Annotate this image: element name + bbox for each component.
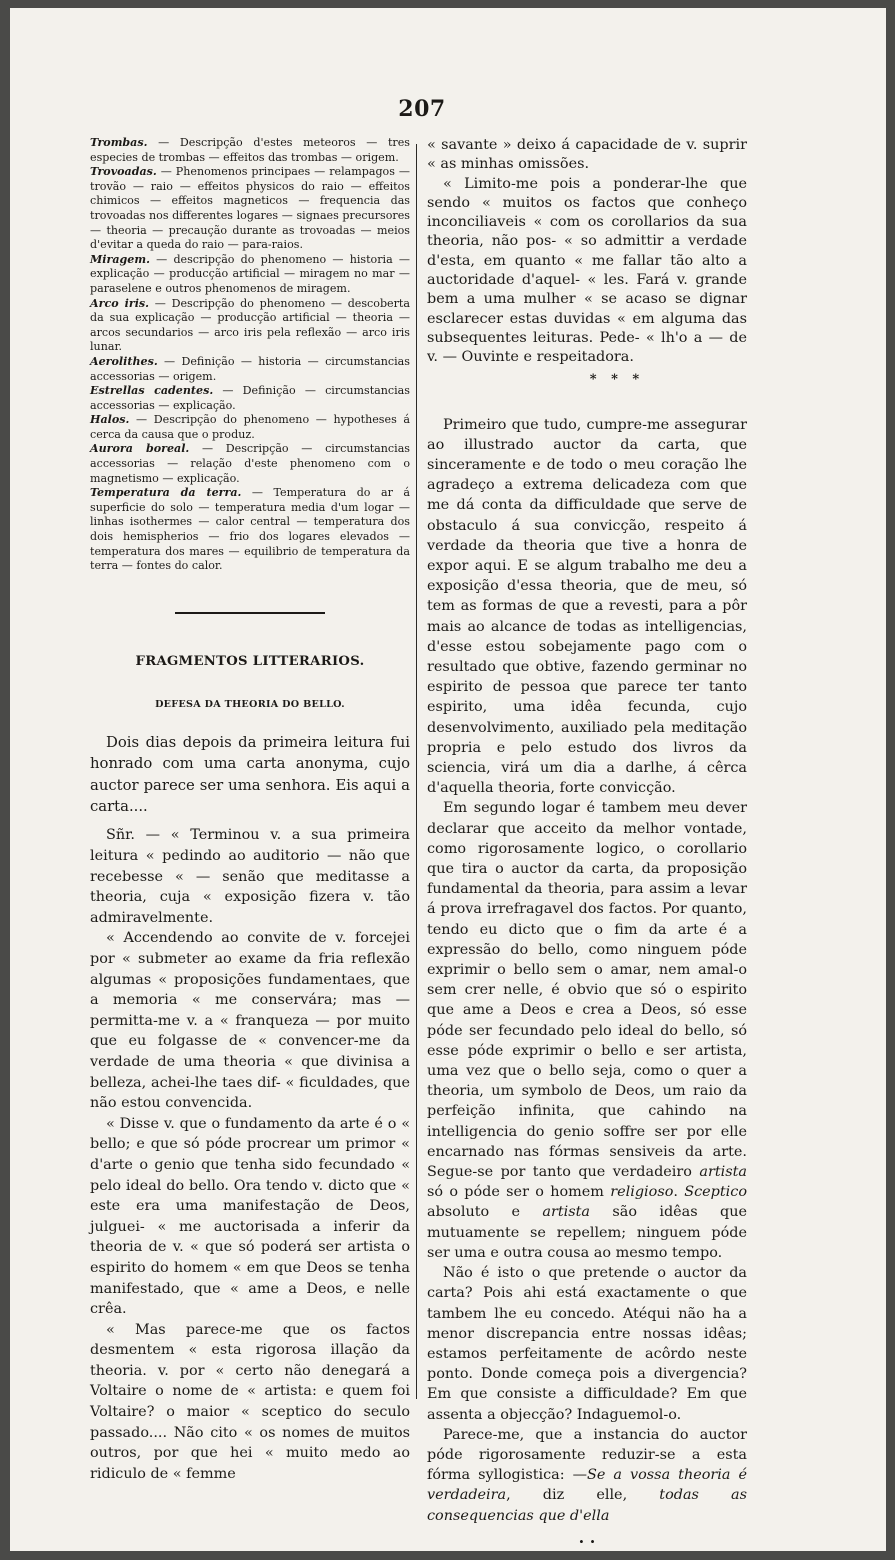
body-paragraph	[427, 1425, 747, 1526]
summary-text: — Descripção do phenomeno — hypotheses á cerca da causa que o produz.	[90, 413, 410, 441]
summary-term: Trovoadas.	[90, 165, 157, 179]
summary-entry	[90, 442, 410, 486]
section-title: FRAGMENTOS LITTERARIOS.	[135, 653, 365, 669]
body-paragraph	[427, 798, 747, 1263]
summary-term: Miragem.	[90, 252, 150, 266]
letter-paragraph: Sñr. — « Terminou v. a sua primeira leitura « pedindo ao auditorio — não que recebesse « — senão que meditasse a theoria, cuja « exposição fizera v. tão admiravelmente.	[90, 827, 410, 926]
letter-continuation	[427, 136, 747, 368]
paragraph-text: Parece-me, que a instancia do auctor póde rigorosamente reduzir-se a esta fórma syllogistica: —	[427, 1426, 747, 1484]
paragraph-text: Em segundo logar é tambem meu dever declarar que acceito da melhor vontade, como rigorosamente logico, o corollario que tira o auctor da carta, da proposição fundamental da theoria, para assim a levar á prova irrefragavel dos factos. Por quanto, tendo eu dicto que o fim da arte é a expressão do bello, como ninguem póde exprimir o bello sem o amar, nem amal-o sem crer nelle, é obvio que só o espirito que ame a Deos e crea a Deos, só esse póde ser fecundado pelo ideal do bello, só esse póde exprimir o bello e ser artista, uma vez que o bello seja, como o quer a theoria, um symbolo de Deos, um raio da perfeição infinita, que cahindo na intelligencia do genio soffre ser por elle encarnado nas fórmas sensiveis da arte. Segue-se por tanto que verdadeiro	[427, 800, 747, 1181]
section-rule	[175, 612, 325, 614]
summary-entry	[90, 355, 410, 384]
paragraph-text: absoluto e	[427, 1204, 543, 1221]
summary-text: — Definição — historia — circumstancias accessorias — origem.	[90, 354, 410, 383]
summary-term: Aurora boreal.	[90, 442, 190, 456]
paragraph-text: , diz elle,	[506, 1487, 660, 1504]
summary-term: Trombas.	[90, 136, 148, 149]
summary-entry	[90, 486, 410, 574]
italic-word: artista	[542, 1204, 590, 1221]
italic-word: religioso	[610, 1184, 674, 1201]
body-paragraph: Não é isto o que pretende o auctor da carta? Pois ahi está exactamente o que tambem lhe eu concedo. Atéqui não ha a menor discrepancia entre nossas idêas; estamos perfeitamente de acôrdo neste ponto. Donde começa pois a divergencia? Em que consiste a difficuldade? Em que assenta a objecção? Indaguemol-o.	[427, 1265, 747, 1423]
summary-entry	[90, 253, 410, 297]
page-number: 207	[398, 96, 446, 122]
letter-paragraph: « savante » deixo á capacidade de v. suprir « as minhas omissões.	[427, 137, 747, 173]
page-footer-mark: . .	[578, 1527, 596, 1547]
column-divider	[416, 144, 417, 1399]
summary-entry	[90, 165, 410, 253]
summary-term: Temperatura da terra.	[90, 486, 242, 500]
summary-text: — Definição — circumstancias accessorias — explicação.	[90, 384, 410, 412]
summary-term: Halos.	[90, 413, 130, 427]
summary-text: — Descripção do phenomeno — descoberta da sua explicação — producção artificial — theoria — arcos secundarios — arco iris pela reflexão — arco iris lunar.	[90, 296, 410, 354]
left-column	[90, 136, 410, 1484]
right-column	[427, 136, 747, 1547]
summary-entry	[90, 384, 410, 413]
summary-text: — Phenomenos principaes — relampagos — trovão — raio — effeitos physicos do raio — effeitos chimicos — effeitos magneticos — frequencia das trovoadas nos differentes logares — signaes precursores — theoria — precaução durante as trovoadas — meios d'evitar a queda do raio — para-raios.	[90, 165, 410, 252]
summary-entry	[90, 413, 410, 442]
intro-paragraph: Dois dias depois da primeira leitura fui honrado com uma carta anonyma, cujo auctor parece ser uma senhora. Eis aqui a carta....	[90, 733, 410, 816]
letter-text	[90, 825, 410, 1484]
paragraph-text: .	[673, 1184, 685, 1201]
summary-term: Aerolithes.	[90, 354, 158, 368]
italic-word: artista	[699, 1164, 747, 1181]
italic-word: Sceptico	[684, 1184, 748, 1201]
summary-text: — Descripção — circumstancias accessorias — relação d'este phenomeno com o magnetismo — explicação.	[90, 442, 411, 485]
italic-quote: todas as consequencias que d'ella	[427, 1487, 747, 1524]
letter-paragraph: « Disse v. que o fundamento da arte é o « bello; e que só póde procrear um primor « d'arte o genio que tenha sido fecundado « pelo ideal do bello. Ora tendo v. dicto que « este era uma manifestação de Deos, julguei- « me auctorisada a inferir da theoria de v. « que só poderá ser artista o espirito do homem « em que Deos se tenha manifestado, que « ame a Deos, e nelle crêa.	[90, 1115, 410, 1318]
paragraph-text: são idêas que mutuamente se repellem; ninguem póde ser uma e outra cousa ao mesmo tempo.	[427, 1204, 747, 1261]
summary-text: — descripção do phenomeno — historia — explicação — producção artificial — miragem no mar — paraselene e outros phenomenos de miragem.	[90, 252, 410, 295]
italic-quote: Se a vossa theoria é verdadeira	[427, 1467, 747, 1504]
paragraph-text: só o póde ser o homem	[427, 1184, 611, 1201]
summary-entry	[90, 297, 410, 355]
summary-term: Arco iris.	[90, 296, 150, 310]
page-sheet	[10, 8, 886, 1551]
section-separator: * * *	[589, 371, 645, 387]
section-subtitle: DEFESA DA THEORIA DO BELLO.	[155, 698, 345, 710]
summary-entry	[90, 136, 410, 165]
letter-paragraph: « Accendendo ao convite de v. forcejei por « submeter ao exame da fria reflexão algumas « proposições fundamentaes, que a memoria « me conservára; mas — permitta-me v. a « franqueza — por muito que eu folgasse de « convencer-me da verdade de uma theoria « que divinisa a belleza, achei-lhe taes dif- « ficuldades, que não estou convencida.	[90, 930, 410, 1112]
summary-text: — Descripção d'estes meteoros — tres especies de trombas — effeitos das trombas — origem.	[90, 136, 410, 164]
chapter-summary	[90, 136, 410, 574]
summary-text: — Temperatura do ar á superficie do solo — temperatura media d'um logar — linhas isothermes — calor central — temperatura dos dois hemispherios — frio dos logares elevados — temperatura dos mares — equilibrio de temperatura da terra — fontes do calor.	[90, 486, 410, 573]
summary-term: Estrellas cadentes.	[90, 384, 214, 398]
letter-paragraph: « Mas parece-me que os factos desmentem « esta rigorosa illação da theoria. v. por « certo não denegará a Voltaire o nome de « artista: e quem foi Voltaire? o maior « sceptico do seculo passado.... Não cito « os nomes de muitos outros, por que hei « muito medo ao ridiculo de « femme	[90, 1321, 410, 1482]
letter-paragraph: « Limito-me pois a ponderar-lhe que sendo « muitos os factos que conheço inconciliaveis « com os corollarios da sua theoria, não pos- « so admittir a verdade d'esta, em quanto « me fallar tão alto a auctoridade d'aquel- « les. Fará v. grande bem a uma mulher « se acaso se dignar esclarecer estas duvidas « em alguma das subsequentes leituras. Pede- « lh'o a — de v. — Ouvinte e respeitadora.	[427, 175, 747, 366]
body-paragraph: Primeiro que tudo, cumpre-me assegurar ao illustrado auctor da carta, que sinceramente e de todo o meu coração lhe agradeço a extrema delicadeza com que me dá conta da difficuldade que serve de obstaculo á sua convicção, respeito á verdade da theoria que tive a honra de expor aqui. E se algum trabalho me deu a exposição d'essa theoria, que de meu, só tem as formas de que a revesti, para a pôr mais ao alcance de todas as intelligencias, d'esse estou sobejamente pago com o resultado que obtive, fazendo germinar no espirito de pessoa que parece ter tanto espirito, uma idêa fecunda, cujo desenvolvimento, auxiliado pela meditação propria e pelo estudo dos livros da sciencia, virá um dia a darlhe, á cêrca d'aquella theoria, forte convicção.	[427, 416, 747, 797]
